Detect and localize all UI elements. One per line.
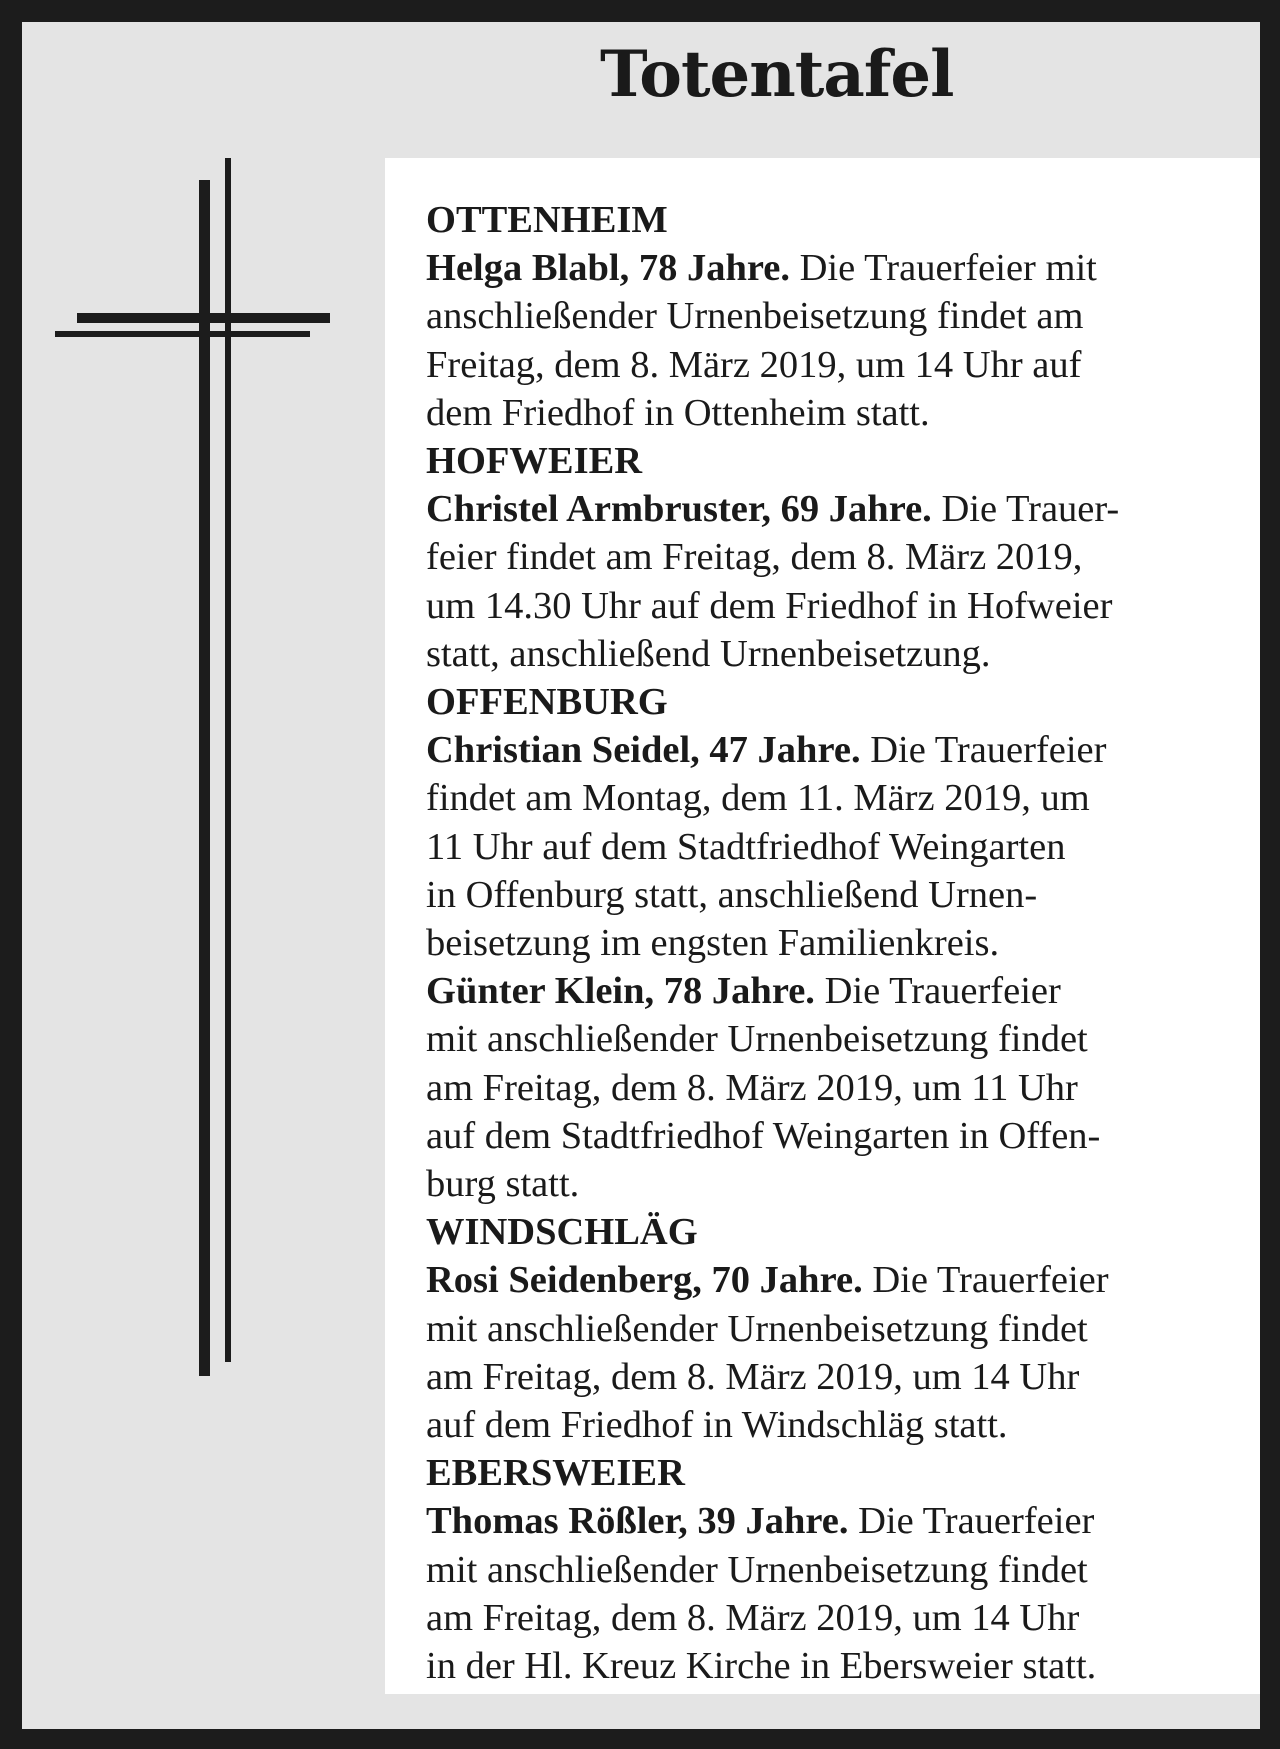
place-heading: WINDSCHLÄG <box>426 1211 698 1254</box>
entry-first-line <box>426 967 1226 1015</box>
entry-text-line: am Freitag, dem 8. März 2019, um 11 Uhr <box>426 1066 1078 1109</box>
entry-text-line: 11 Uhr auf dem Stadtfriedhof Weingarten <box>426 825 1066 868</box>
entry-text-line: dem Friedhof in Ottenheim statt. <box>426 391 930 434</box>
entry-first-line <box>426 485 1226 533</box>
obituary-entry <box>426 678 1226 967</box>
entry-text-line: am Freitag, dem 8. März 2019, um 14 Uhr <box>426 1355 1080 1398</box>
entry-text: Die Trauerfeier mit <box>789 247 1097 290</box>
entry-text-line: auf dem Stadtfriedhof Weingarten in Offen- <box>426 1114 1101 1157</box>
entry-text-line: in der Hl. Kreuz Kirche in Ebersweier statt. <box>426 1645 1097 1688</box>
entry-first-line <box>426 1256 1226 1304</box>
entry-text-line: burg statt. <box>426 1163 580 1206</box>
obituary-list-box <box>385 158 1260 1694</box>
entry-text: Die Trauerfeier <box>860 729 1107 772</box>
entry-text-line: auf dem Friedhof in Windschläg statt. <box>426 1404 1008 1447</box>
entry-text: Die Trauerfeier <box>862 1259 1109 1302</box>
page-title: Totentafel <box>600 37 954 112</box>
entry-text-line: am Freitag, dem 8. März 2019, um 14 Uhr <box>426 1596 1080 1639</box>
obituary-entry <box>426 1208 1226 1449</box>
obituary-entry <box>426 196 1226 437</box>
deceased-name: Helga Blabl, 78 Jahre. <box>426 247 790 290</box>
entry-text-line: findet am Montag, dem 11. März 2019, um <box>426 777 1090 820</box>
entry-text-line: um 14.30 Uhr auf dem Friedhof in Hofweier <box>426 584 1113 627</box>
entry-text-line: in Offenburg statt, anschließend Urnen- <box>426 873 1038 916</box>
deceased-name: Christian Seidel, 47 Jahre. <box>426 729 861 772</box>
deceased-name: Günter Klein, 78 Jahre. <box>426 970 815 1013</box>
deceased-name: Christel Armbruster, 69 Jahre. <box>426 488 932 531</box>
entry-text: Die Trauerfeier <box>848 1500 1095 1543</box>
obituary-entry <box>426 437 1226 678</box>
place-heading: OFFENBURG <box>426 681 668 724</box>
entry-text: Die Trauer- <box>931 488 1120 531</box>
obituary-list <box>426 196 1226 1690</box>
deceased-name: Thomas Rößler, 39 Jahre. <box>426 1500 849 1543</box>
entry-first-line <box>426 726 1226 774</box>
deceased-name: Rosi Seidenberg, 70 Jahre. <box>426 1259 863 1302</box>
entry-text: Die Trauerfeier <box>814 970 1061 1013</box>
entry-text-line: anschließender Urnenbeisetzung findet am <box>426 295 1084 338</box>
obituary-entry <box>426 967 1226 1208</box>
place-heading: HOFWEIER <box>426 440 643 483</box>
entry-text-line: mit anschließender Urnenbeisetzung findet <box>426 1548 1088 1591</box>
entry-text-line: beisetzung im engsten Familienkreis. <box>426 922 1000 965</box>
entry-text-line: statt, anschließend Urnenbeisetzung. <box>426 632 991 675</box>
entry-text-line: mit anschließender Urnenbeisetzung findet <box>426 1018 1088 1061</box>
entry-text-line: mit anschließender Urnenbeisetzung findet <box>426 1307 1088 1350</box>
entry-text-line: feier findet am Freitag, dem 8. März 2019, <box>426 536 1083 579</box>
entry-first-line <box>426 1497 1226 1545</box>
place-heading: EBERSWEIER <box>426 1452 685 1495</box>
entry-first-line <box>426 244 1226 292</box>
place-heading: OTTENHEIM <box>426 199 668 241</box>
entry-text-line: Freitag, dem 8. März 2019, um 14 Uhr auf <box>426 343 1082 386</box>
obituary-entry <box>426 1449 1226 1690</box>
